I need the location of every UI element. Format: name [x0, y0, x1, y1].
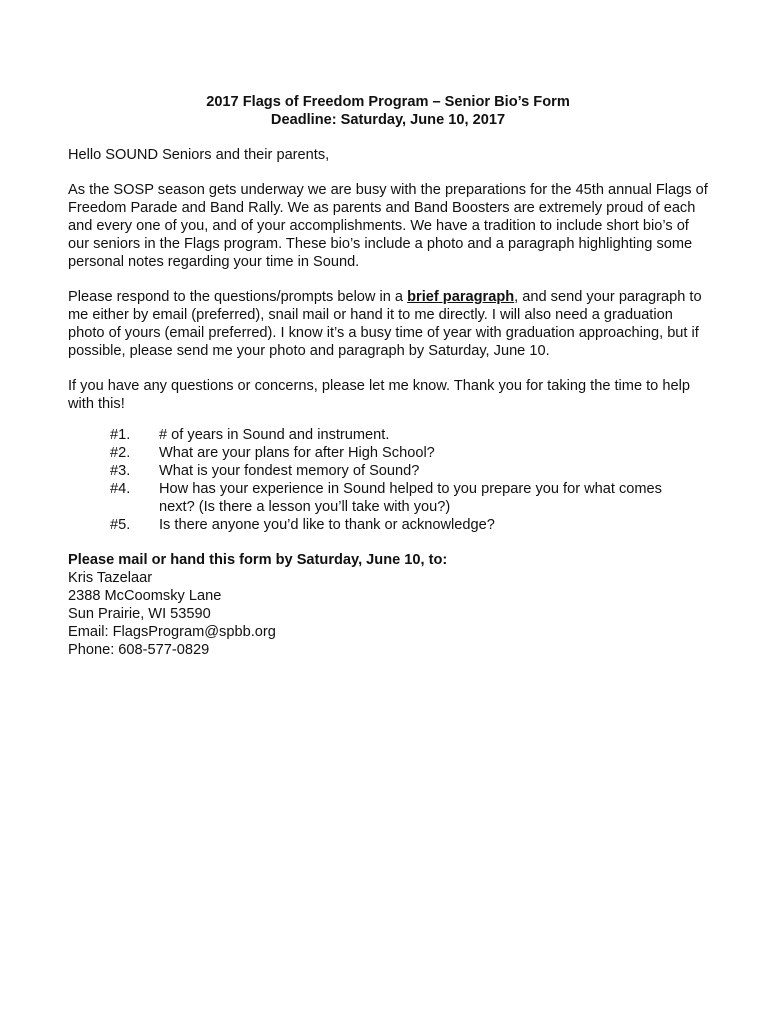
contact-email: Email: FlagsProgram@spbb.org	[68, 624, 276, 640]
contact-phone: Phone: 608-577-0829	[68, 642, 210, 658]
question-text: How has your experience in Sound helped to you prepare you for what comes next? (Is there a lesson you’ll take with you?)	[159, 481, 662, 515]
document-title	[68, 93, 708, 129]
question-text: Is there anyone you’d like to thank or acknowledge?	[159, 517, 495, 533]
question-item	[68, 462, 708, 480]
contact-block	[68, 569, 708, 659]
question-text: What is your fondest memory of Sound?	[159, 463, 420, 479]
question-text: # of years in Sound and instrument.	[159, 427, 390, 443]
contact-address-line-2: Sun Prairie, WI 53590	[68, 606, 211, 622]
title-line-1: 2017 Flags of Freedom Program – Senior Bio’s Form	[206, 94, 570, 110]
instructions-text-after: , and send your paragraph to me either by email (preferred), snail mail or hand it to me directly. I will also need a graduation photo of yours (email preferred). I know it’s a busy time of year with graduation approaching, but if possible, please send me your photo and paragraph by Saturday, June 10.	[68, 289, 702, 359]
question-number: #4.	[110, 481, 131, 497]
question-text: What are your plans for after High School?	[159, 445, 435, 461]
question-item	[68, 516, 708, 534]
contact-name: Kris Tazelaar	[68, 570, 153, 586]
mail-instructions-heading: Please mail or hand this form by Saturday, June 10, to:	[68, 552, 448, 568]
question-number: #3.	[110, 463, 131, 479]
contact-address-line-1: 2388 McCoomsky Lane	[68, 588, 222, 604]
document-page	[68, 93, 708, 659]
instructions-text-before: Please respond to the questions/prompts below in a	[68, 289, 408, 305]
questions-paragraph: If you have any questions or concerns, please let me know. Thank you for taking the time to help with this!	[68, 378, 690, 412]
brief-paragraph-emphasis: brief paragraph	[407, 289, 515, 305]
question-number: #1.	[110, 427, 131, 443]
question-item	[68, 426, 708, 444]
greeting: Hello SOUND Seniors and their parents,	[68, 147, 330, 163]
instructions-paragraph	[68, 288, 708, 360]
question-list	[68, 426, 708, 534]
title-line-2: Deadline: Saturday, June 10, 2017	[270, 112, 506, 128]
question-item	[68, 480, 708, 516]
intro-paragraph: As the SOSP season gets underway we are busy with the preparations for the 45th annual Flags of Freedom Parade and Band Rally. We as parents and Band Boosters are extremely proud of each and every one of you, and of your accomplishments. We have a tradition to include short bio’s of our seniors in the Flags program. These bio’s include a photo and a paragraph highlighting some personal notes regarding your time in Sound.	[68, 182, 708, 270]
question-number: #2.	[110, 445, 131, 461]
question-number: #5.	[110, 517, 131, 533]
question-item	[68, 444, 708, 462]
